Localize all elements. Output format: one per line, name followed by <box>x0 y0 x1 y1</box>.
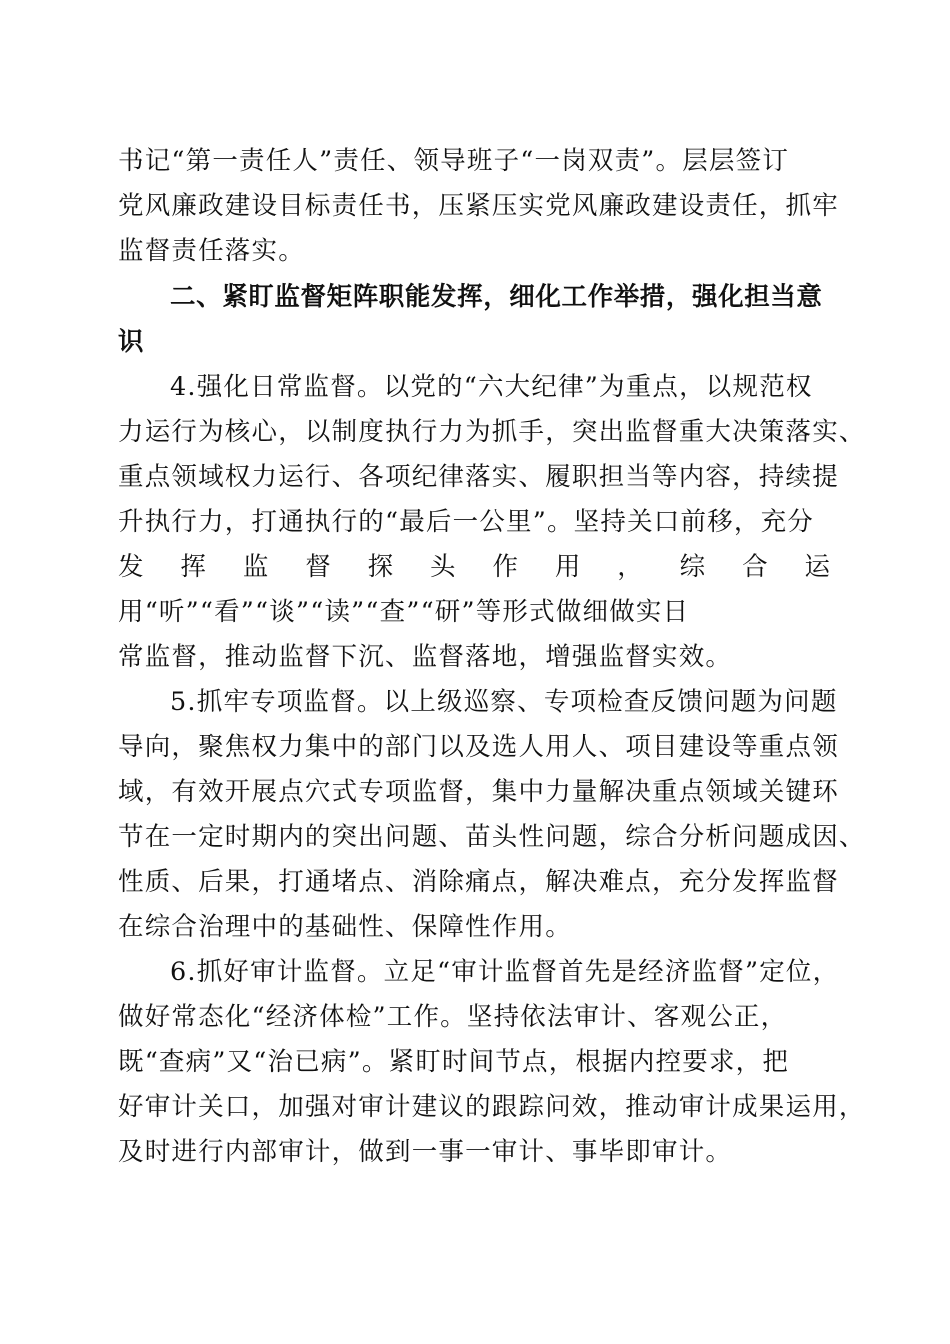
justified-char: 督 <box>305 552 331 582</box>
section-heading: 二、紧盯监督矩阵职能发挥，细化工作举措，强化担当意 <box>170 282 823 312</box>
justified-char: 综 <box>679 552 706 582</box>
paragraph-line: 节在一定时期内的突出问题、苗头性问题，综合分析问题成因、 <box>118 822 866 852</box>
justified-char: 合 <box>742 552 768 582</box>
paragraph-line: 用“听”“看”“谈”“读”“查”“研”等形式做细做实日 <box>118 597 690 627</box>
paragraph-line: 力运行为核心，以制度执行力为抓手，突出监督重大决策落实、 <box>118 417 866 447</box>
paragraph-line: 监督责任落实。 <box>118 236 305 266</box>
paragraph-line: 好审计关口，加强对审计建议的跟踪问效，推动审计成果运用， <box>118 1092 866 1122</box>
justified-char: 监 <box>242 552 269 582</box>
justified-char: 用 <box>554 552 581 582</box>
paragraph-line: 在综合治理中的基础性、保障性作用。 <box>118 912 572 942</box>
paragraph-line: 域，有效开展点穴式专项监督，集中力量解决重点领域关键环 <box>118 777 839 807</box>
justified-char: 运 <box>804 552 830 582</box>
justified-char: ， <box>617 552 643 582</box>
paragraph-line: 党风廉政建设目标责任书，压紧压实党风廉政建设责任，抓牢 <box>118 191 839 221</box>
paragraph-line: 导向，聚焦权力集中的部门以及选人用人、项目建设等重点领 <box>118 732 839 762</box>
justified-char: 探 <box>367 552 394 582</box>
paragraph-line: 4.强化日常监督。以党的“六大纪律”为重点，以规范权 <box>170 372 813 402</box>
justified-char: 作 <box>492 552 518 582</box>
paragraph-line: 6.抓好审计监督。立足“审计监督首先是经济监督”定位， <box>170 957 840 987</box>
paragraph-line: 常监督，推动监督下沉、监督落地，增强监督实效。 <box>118 642 733 672</box>
paragraph-line: 升执行力，打通执行的“最后一公里”。坚持关口前移，充分 <box>118 507 814 537</box>
justified-char: 挥 <box>180 552 206 582</box>
paragraph-line: 重点领域权力运行、各项纪律落实、履职担当等内容，持续提 <box>118 462 839 492</box>
paragraph-line: 及时进行内部审计，做到一事一审计、事毕即审计。 <box>118 1137 733 1167</box>
paragraph-line: 性质、后果，打通堵点、消除痛点，解决难点，充分发挥监督 <box>118 867 839 897</box>
justified-line <box>118 552 830 582</box>
justified-char: 头 <box>430 552 456 582</box>
paragraph-line: 书记“第一责任人”责任、领导班子“一岗双责”。层层签订 <box>118 146 790 176</box>
paragraph-line: 既“查病”又“治已病”。紧盯时间节点，根据内控要求，把 <box>118 1047 790 1077</box>
paragraph-line: 做好常态化“经济体检”工作。坚持依法审计、客观公正， <box>118 1002 788 1032</box>
justified-char: 发 <box>118 552 144 582</box>
section-heading-continued: 识 <box>118 327 145 357</box>
paragraph-line: 5.抓牢专项监督。以上级巡察、专项检查反馈问题为问题 <box>170 687 838 717</box>
